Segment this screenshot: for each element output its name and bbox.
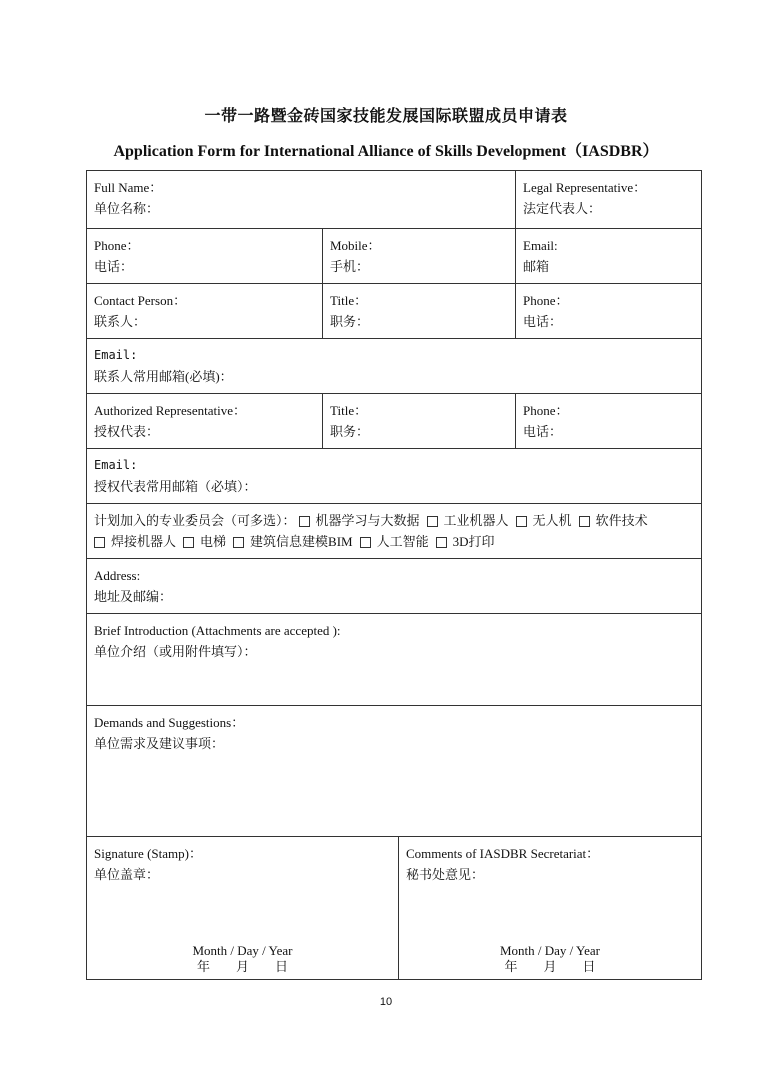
auth-title-label-cn: 职务： <box>330 424 370 439</box>
signature-date-cn: 年 月 日 <box>196 959 288 974</box>
committee-option-bim: 建筑信息建模BIM <box>250 534 353 549</box>
form-title-chinese: 一带一路暨金砖国家技能发展国际联盟成员申请表 <box>204 108 568 125</box>
checkbox[interactable] <box>360 537 371 548</box>
email-field[interactable] <box>516 229 702 284</box>
mobile-label-cn: 手机： <box>330 259 370 274</box>
contact-person-field[interactable] <box>87 284 323 339</box>
committee-option-software: 软件技术 <box>595 513 648 528</box>
committee-option-ml-bigdata: 机器学习与大数据 <box>315 513 420 528</box>
secretariat-comments-field[interactable] <box>399 837 702 980</box>
row-demands <box>87 706 702 837</box>
form-title-english: Application Form for International Alliance of Skills Development（IASDBR） <box>113 143 659 160</box>
legal-rep-label-en: Legal Representative： <box>523 180 647 195</box>
auth-rep-label-cn: 授权代表： <box>94 424 160 439</box>
demands-label-en: Demands and Suggestions： <box>94 715 245 730</box>
address-label-en: Address: <box>94 568 141 583</box>
email-label-en: Email: <box>523 238 558 253</box>
auth-email-label-cn: 授权代表常用邮箱（必填）： <box>94 479 257 494</box>
comments-label-en: Comments of IASDBR Secretariat： <box>406 846 600 861</box>
row-address <box>87 559 702 614</box>
full-name-field[interactable] <box>87 171 516 229</box>
signature-label-en: Signature (Stamp)： <box>94 846 202 861</box>
auth-title-field[interactable] <box>323 394 516 449</box>
mobile-label-en: Mobile： <box>330 238 381 253</box>
row-authorized <box>87 394 702 449</box>
contact-person-label-cn: 联系人： <box>94 314 147 329</box>
application-form-table <box>86 170 702 980</box>
auth-email-label-en: Email: <box>94 458 138 472</box>
comments-date-en: Month / Day / Year <box>499 943 601 958</box>
contact-title-label-cn: 职务： <box>330 314 370 329</box>
auth-phone-label-en: Phone： <box>523 403 569 418</box>
committees-field <box>87 504 702 559</box>
auth-email-field[interactable] <box>87 449 702 504</box>
intro-label-en: Brief Introduction (Attachments are accepted ): <box>94 623 341 638</box>
contact-person-label-en: Contact Person： <box>94 293 187 308</box>
comments-label-cn: 秘书处意见： <box>406 867 485 882</box>
checkbox[interactable] <box>299 516 310 527</box>
demands-field[interactable] <box>87 706 702 837</box>
checkbox[interactable] <box>436 537 447 548</box>
committee-option-industrial-robot: 工业机器人 <box>443 513 509 528</box>
full-name-label-cn: 单位名称： <box>94 201 160 216</box>
contact-phone-label-en: Phone： <box>523 293 569 308</box>
signature-date <box>87 943 398 975</box>
contact-title-field[interactable] <box>323 284 516 339</box>
contact-email-field[interactable] <box>87 339 702 394</box>
auth-rep-label-en: Authorized Representative： <box>94 403 246 418</box>
checkbox[interactable] <box>579 516 590 527</box>
authorized-rep-field[interactable] <box>87 394 323 449</box>
committee-option-3d-printing: 3D打印 <box>452 534 495 549</box>
signature-field[interactable] <box>87 837 399 980</box>
checkbox[interactable] <box>427 516 438 527</box>
committee-option-drone: 无人机 <box>532 513 572 528</box>
contact-title-label-en: Title： <box>330 293 368 308</box>
committees-label: 计划加入的专业委员会（可多选）： <box>94 513 296 528</box>
row-full-name <box>87 171 702 229</box>
checkbox[interactable] <box>516 516 527 527</box>
row-phone <box>87 229 702 284</box>
committee-option-elevator: 电梯 <box>200 534 227 549</box>
demands-label-cn: 单位需求及建议事项： <box>94 736 225 751</box>
signature-date-en: Month / Day / Year <box>192 943 293 958</box>
row-auth-email <box>87 449 702 504</box>
address-label-cn: 地址及邮编： <box>94 589 173 604</box>
phone-label-cn: 电话： <box>94 259 134 274</box>
comments-date-cn: 年 月 日 <box>504 959 596 974</box>
auth-phone-field[interactable] <box>516 394 702 449</box>
checkbox[interactable] <box>233 537 244 548</box>
contact-email-label-cn: 联系人常用邮箱(必填)： <box>94 369 233 384</box>
email-label-cn: 邮箱 <box>523 259 550 274</box>
row-contact <box>87 284 702 339</box>
row-introduction <box>87 614 702 706</box>
committee-option-ai: 人工智能 <box>376 534 429 549</box>
contact-phone-field[interactable] <box>516 284 702 339</box>
mobile-field[interactable] <box>323 229 516 284</box>
intro-label-cn: 单位介绍（或用附件填写）： <box>94 644 257 659</box>
contact-email-label-en: Email: <box>94 348 138 362</box>
auth-title-label-en: Title： <box>330 403 368 418</box>
row-committees <box>87 504 702 559</box>
contact-phone-label-cn: 电话： <box>523 314 563 329</box>
checkbox[interactable] <box>183 537 194 548</box>
introduction-field[interactable] <box>87 614 702 706</box>
page-number: 10 <box>379 996 393 1008</box>
full-name-label-en: Full Name： <box>94 180 163 195</box>
address-field[interactable] <box>87 559 702 614</box>
signature-label-cn: 单位盖章： <box>94 867 160 882</box>
checkbox[interactable] <box>94 537 105 548</box>
committee-option-welding-robot: 焊接机器人 <box>111 534 177 549</box>
phone-field[interactable] <box>87 229 323 284</box>
legal-representative-field[interactable] <box>516 171 702 229</box>
auth-phone-label-cn: 电话： <box>523 424 563 439</box>
row-contact-email <box>87 339 702 394</box>
phone-label-en: Phone： <box>94 238 140 253</box>
legal-rep-label-cn: 法定代表人： <box>523 201 602 216</box>
row-signature <box>87 837 702 980</box>
comments-date <box>399 943 701 975</box>
